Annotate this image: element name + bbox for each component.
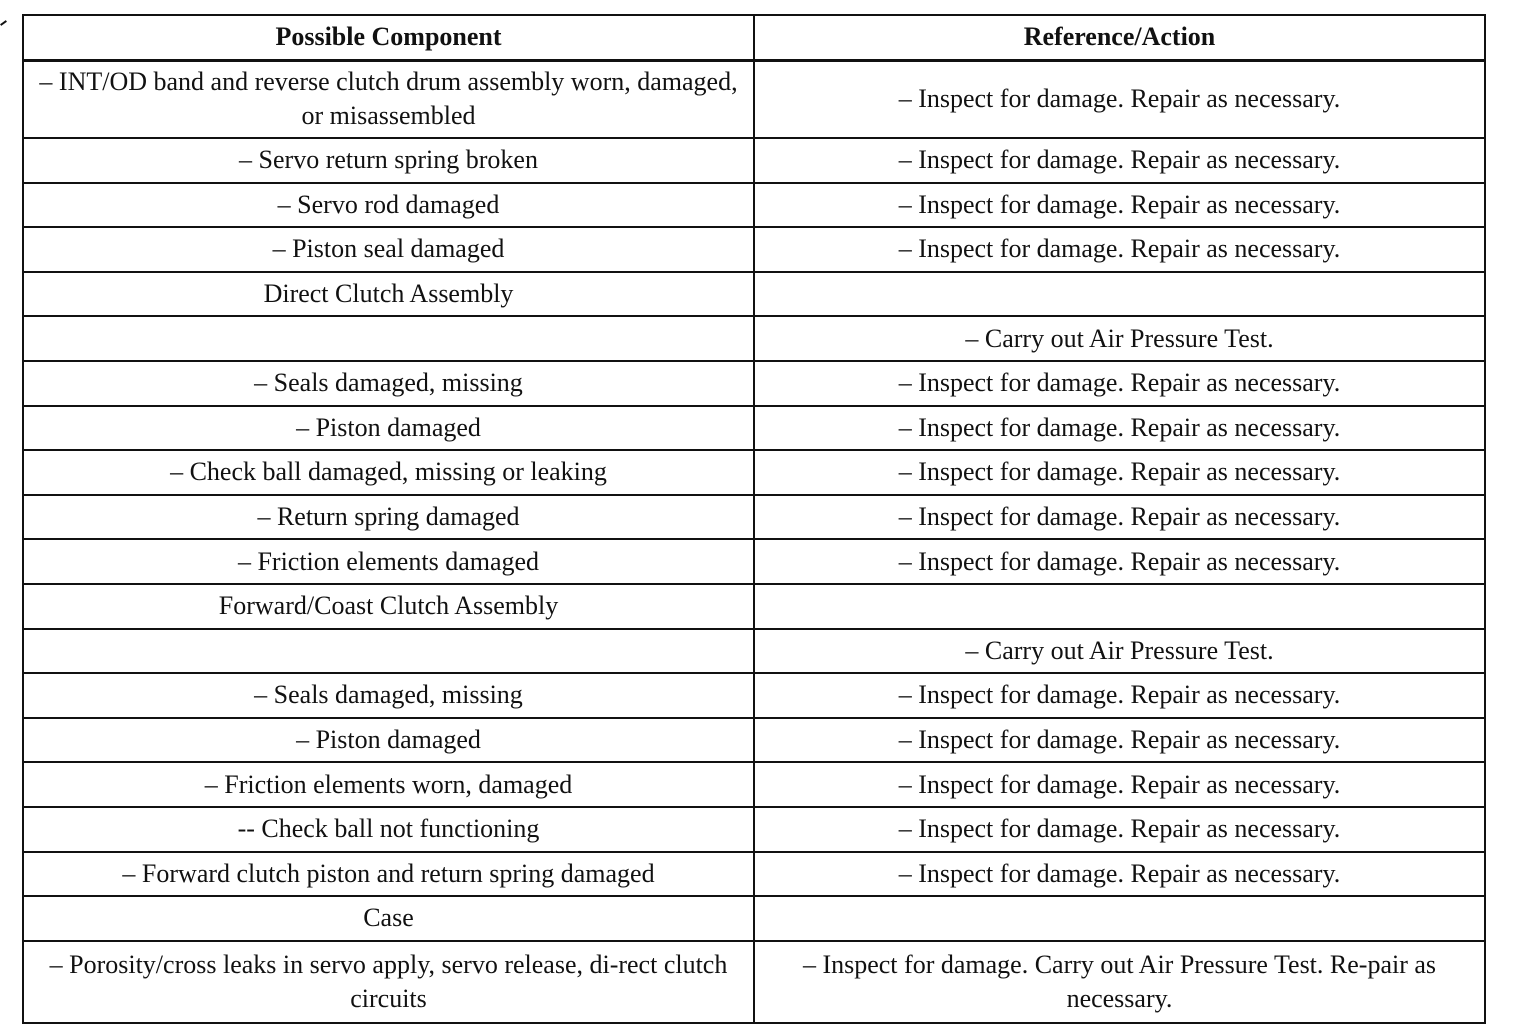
section-row-direct-clutch	[23, 272, 1485, 317]
table-row	[23, 539, 1485, 584]
component-cell: – Seals damaged, missing	[23, 673, 754, 718]
table-row	[23, 138, 1485, 183]
table-row	[23, 673, 1485, 718]
action-cell	[754, 584, 1485, 629]
component-cell: – Return spring damaged	[23, 495, 754, 540]
component-cell: – Seals damaged, missing	[23, 361, 754, 406]
component-cell: – Friction elements damaged	[23, 539, 754, 584]
component-cell: – Servo return spring broken	[23, 138, 754, 183]
table-row	[23, 807, 1485, 852]
section-heading-cell: Case	[23, 896, 754, 941]
action-cell	[754, 272, 1485, 317]
action-cell: – Carry out Air Pressure Test.	[754, 629, 1485, 674]
diagnosis-table	[22, 14, 1486, 1024]
component-cell	[23, 316, 754, 361]
action-cell: – Inspect for damage. Repair as necessary.	[754, 852, 1485, 897]
action-cell: – Inspect for damage. Repair as necessary.	[754, 138, 1485, 183]
table-row	[23, 629, 1485, 674]
component-cell: – Forward clutch piston and return spring damaged	[23, 852, 754, 897]
column-header-reference-action: Reference/Action	[754, 15, 1485, 60]
table-row	[23, 361, 1485, 406]
section-row-case	[23, 896, 1485, 941]
component-cell: – Piston damaged	[23, 718, 754, 763]
action-cell: – Inspect for damage. Repair as necessary.	[754, 762, 1485, 807]
section-heading-cell: Forward/Coast Clutch Assembly	[23, 584, 754, 629]
column-header-possible-component: Possible Component	[23, 15, 754, 60]
component-cell	[23, 629, 754, 674]
table-row	[23, 762, 1485, 807]
action-cell: – Inspect for damage. Repair as necessary.	[754, 406, 1485, 451]
action-cell: – Inspect for damage. Repair as necessary.	[754, 60, 1485, 138]
component-cell: -- Check ball not functioning	[23, 807, 754, 852]
section-row-forward-coast-clutch	[23, 584, 1485, 629]
action-cell: – Inspect for damage. Repair as necessary.	[754, 495, 1485, 540]
action-cell: – Inspect for damage. Repair as necessary.	[754, 807, 1485, 852]
action-cell: – Inspect for damage. Repair as necessary.	[754, 183, 1485, 228]
action-cell: – Inspect for damage. Carry out Air Pressure Test. Re-pair as necessary.	[754, 941, 1485, 1023]
component-cell: – Check ball damaged, missing or leaking	[23, 450, 754, 495]
table-row	[23, 60, 1485, 138]
table-row	[23, 227, 1485, 272]
action-cell: – Carry out Air Pressure Test.	[754, 316, 1485, 361]
component-cell: – Servo rod damaged	[23, 183, 754, 228]
action-cell: – Inspect for damage. Repair as necessary.	[754, 450, 1485, 495]
action-cell: – Inspect for damage. Repair as necessary.	[754, 227, 1485, 272]
component-cell: – INT/OD band and reverse clutch drum assembly worn, damaged, or misassembled	[23, 60, 754, 138]
table-row	[23, 183, 1485, 228]
action-cell: – Inspect for damage. Repair as necessary.	[754, 718, 1485, 763]
component-cell: – Porosity/cross leaks in servo apply, servo release, di-rect clutch circuits	[23, 941, 754, 1023]
table-row	[23, 852, 1485, 897]
table-row	[23, 316, 1485, 361]
action-cell: – Inspect for damage. Repair as necessary.	[754, 673, 1485, 718]
table-row	[23, 718, 1485, 763]
action-cell: – Inspect for damage. Repair as necessary.	[754, 361, 1485, 406]
table-row	[23, 406, 1485, 451]
action-cell	[754, 896, 1485, 941]
component-cell: – Piston seal damaged	[23, 227, 754, 272]
page-edge-mark	[0, 20, 7, 26]
component-cell: – Piston damaged	[23, 406, 754, 451]
table-row	[23, 941, 1485, 1023]
action-cell: – Inspect for damage. Repair as necessary.	[754, 539, 1485, 584]
table-row	[23, 450, 1485, 495]
table-header-row	[23, 15, 1485, 60]
section-heading-cell: Direct Clutch Assembly	[23, 272, 754, 317]
table-row	[23, 495, 1485, 540]
component-cell: – Friction elements worn, damaged	[23, 762, 754, 807]
